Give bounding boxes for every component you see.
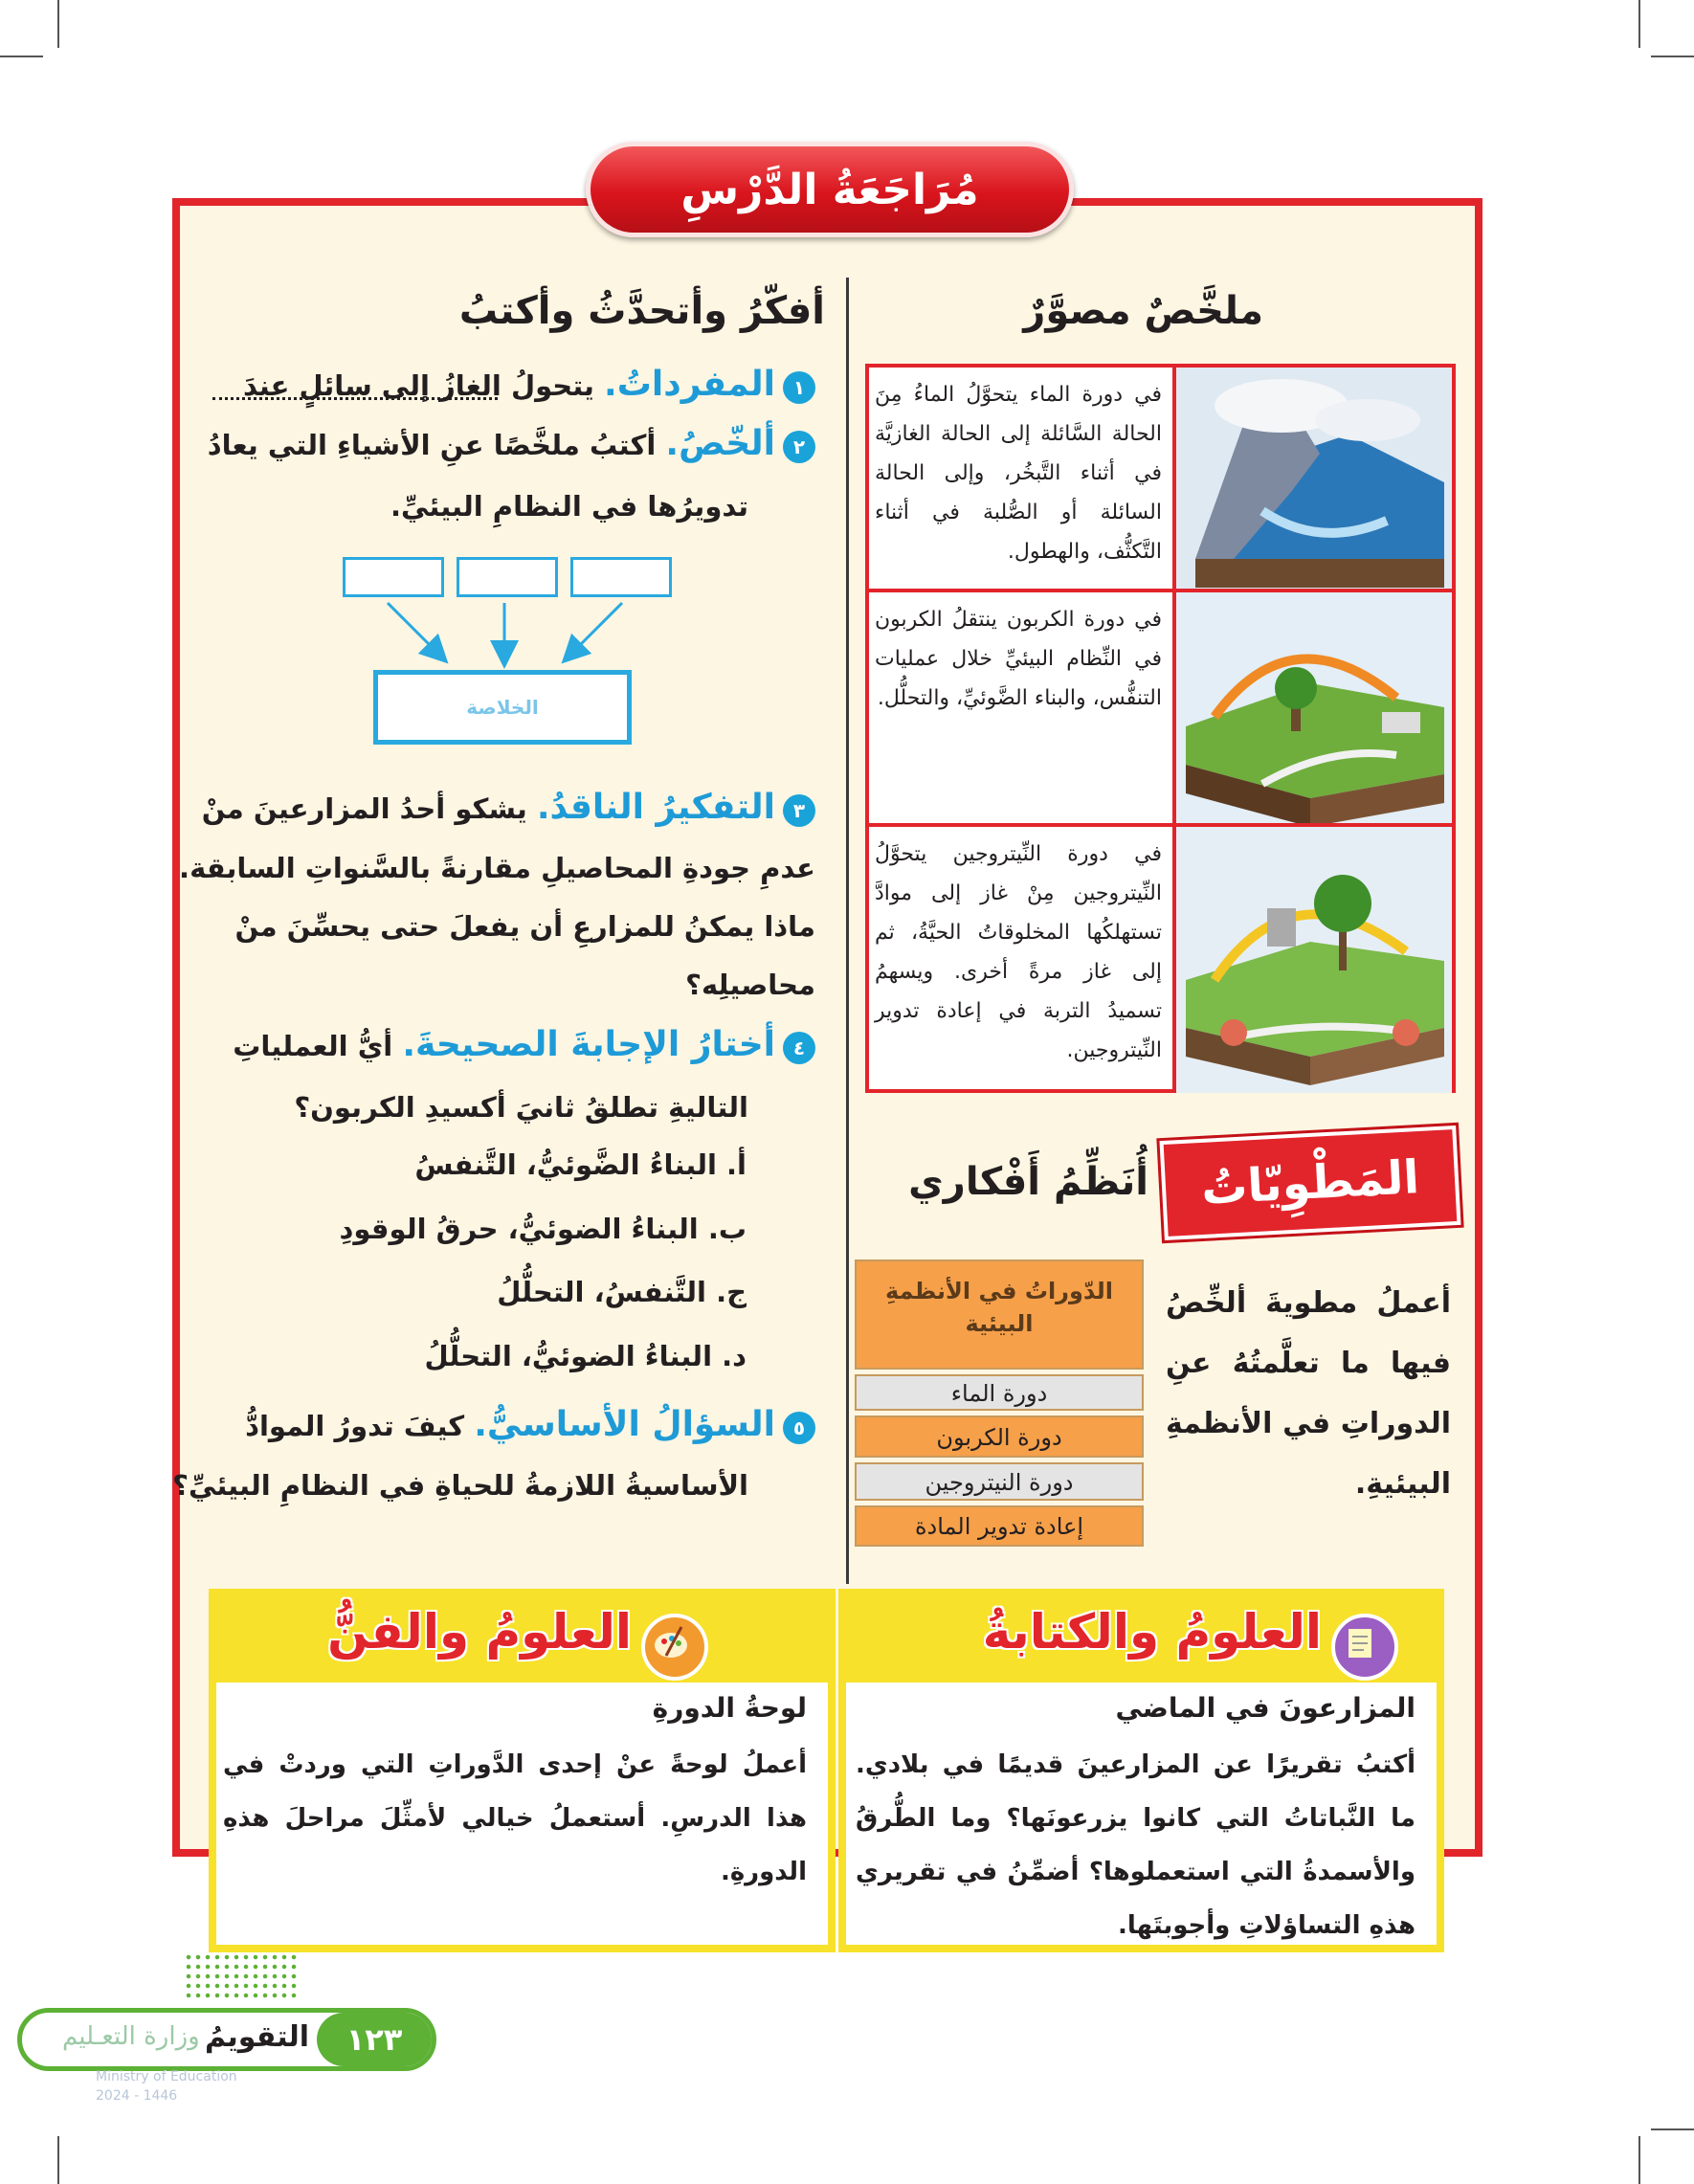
summary-text-water: في دورة الماء يتحوَّلُ الماءُ مِنَ الحالة السَّائلة إلى الحالة الغازيَّة في أثناء التَّبخُر، وإلى الحالة السائلة أو الصُّلبة في أثناء التَّكثُّف، والهطول. bbox=[875, 383, 1162, 564]
diagram-input-box[interactable] bbox=[457, 557, 558, 597]
diagram-conclusion-label: الخلاصة bbox=[466, 696, 539, 719]
answer-option-a[interactable]: أ. البناءُ الضَّوئيُّ، التَّنفسُ bbox=[414, 1148, 747, 1181]
answer-blank-line[interactable] bbox=[212, 397, 498, 400]
science-art-body: أعملُ لوحةً عنْ إحدى الدَّوراتِ التي وردتْ في هذا الدرسِ. أستعملُ خيالي لأمثِّلَ مراحلَ هذهِ الدورةِ. bbox=[223, 1750, 807, 1886]
column-divider bbox=[846, 278, 849, 1584]
crop-mark bbox=[57, 2136, 59, 2184]
summary-heading: ملخَّصٌ مصوَّرٌ bbox=[1023, 289, 1263, 333]
question-3 bbox=[202, 785, 815, 832]
science-writing-body: أكتبُ تقريرًا عن المزارعينَ قديمًا في بلادي. ما النَّباتاتُ التي كانوا يزرعونَها؟ وما الطُّرقُ والأسمدةُ التي استعملوها؟ أضمِّنُ في تقريري هذهِ التساؤلاتِ وأجوبتَها. bbox=[856, 1750, 1415, 1940]
foldable-title: الدّوراتُ في الأنظمةِ البيئية bbox=[855, 1259, 1144, 1370]
crop-mark bbox=[1638, 0, 1640, 48]
ministry-logo-dots bbox=[184, 1952, 299, 2000]
foldables-subtitle: أُنَظِّمُ أَفْكاري bbox=[908, 1160, 1148, 1204]
science-art-title: العلومُ والفنُّ bbox=[327, 1604, 632, 1660]
visual-summary-table bbox=[865, 364, 1456, 1093]
question-5 bbox=[245, 1402, 815, 1449]
foldables-banner: المَطْوِيّاتُ bbox=[1159, 1125, 1460, 1240]
science-writing-header bbox=[846, 1596, 1437, 1683]
answer-option-d[interactable]: د. البناءُ الضوئيُّ، التحلُّلُ bbox=[424, 1340, 747, 1372]
crop-mark bbox=[1651, 2128, 1694, 2130]
question-number: ١ bbox=[783, 371, 815, 404]
diagram-input-box[interactable] bbox=[343, 557, 444, 597]
ministry-name-en: Ministry of Education bbox=[96, 2069, 237, 2084]
question-1 bbox=[243, 362, 815, 409]
paint-palette-icon bbox=[641, 1614, 708, 1681]
page-number: ١٢٣ bbox=[317, 2013, 432, 2066]
summary-row-nitrogen bbox=[869, 827, 1452, 1093]
science-writing-box bbox=[838, 1589, 1444, 1952]
foldable-tab-water: دورة الماء bbox=[855, 1374, 1144, 1411]
crop-mark bbox=[1651, 56, 1694, 57]
foldables-instruction: أعملُ مطويةَ ألخِّصُ فيها ما تعلَّمتُهُ عنِ الدوراتِ في الأنظمةِ البيئيةِ. bbox=[1166, 1286, 1451, 1501]
crop-mark bbox=[0, 56, 43, 57]
science-writing-subtitle: المزارعونَ في الماضي bbox=[1115, 1692, 1415, 1724]
question-4 bbox=[233, 1022, 815, 1069]
question-3-line-2: عدمِ جودةِ المحاصيلِ مقارنةً بالسَّنواتِ السابقة. bbox=[179, 852, 815, 884]
question-number: ٥ bbox=[783, 1412, 815, 1444]
lesson-review-title bbox=[586, 142, 1074, 237]
edition-year: 2024 - 1446 bbox=[96, 2088, 178, 2104]
foldable-graphic bbox=[855, 1259, 1144, 1547]
question-text: أكتبُ ملخَّصًا عنِ الأشياءِ التي يعادُ bbox=[207, 429, 666, 461]
question-number: ٢ bbox=[783, 431, 815, 463]
water-cycle-image bbox=[1172, 368, 1452, 589]
question-3-line-4: محاصيلِه؟ bbox=[685, 969, 815, 1001]
question-text: أيُّ العملياتِ bbox=[233, 1030, 403, 1062]
summary-text-carbon: في دورة الكربون ينتقلُ الكربون في النِّظام البيئيِّ خلال عمليات التنفُّس، والبناء الضَّوئيِّ، والتحلُّل. bbox=[875, 608, 1162, 710]
question-4-line-2: التاليةِ تطلقُ ثانيَ أكسيدِ الكربون؟ bbox=[294, 1091, 748, 1124]
foldable-tab-nitrogen: دورة النيتروجين bbox=[855, 1462, 1144, 1501]
nitrogen-cycle-image bbox=[1172, 827, 1452, 1093]
footer-label: التقويمُ bbox=[205, 2020, 309, 2054]
summary-row-carbon bbox=[869, 592, 1452, 827]
question-2-line-2: تدويرُها في النظامِ البيئيِّ. bbox=[390, 490, 748, 523]
diagram-input-box[interactable] bbox=[570, 557, 672, 597]
science-writing-title: العلومُ والكتابةُ bbox=[982, 1604, 1322, 1660]
question-text: يتحولُ الغازُ إلى سائلٍ عندَ bbox=[243, 369, 605, 402]
writing-icon bbox=[1331, 1614, 1398, 1681]
question-2 bbox=[208, 421, 815, 468]
page-footer-bar bbox=[17, 2008, 436, 2071]
foldable-tab-matter: إعادة تدوير المادة bbox=[855, 1505, 1144, 1547]
page-title: مُرَاجَعَةُ الدَّرْسِ bbox=[680, 165, 979, 214]
crop-mark bbox=[57, 0, 59, 48]
question-keyword: ألخّصُ. bbox=[665, 424, 775, 463]
question-text: يشكو أحدُ المزارعينَ منْ bbox=[201, 792, 537, 825]
answer-option-b[interactable]: ب. البناءُ الضوئيُّ، حرقُ الوقودِ bbox=[339, 1213, 747, 1245]
ministry-name: وزارة التعـليم bbox=[62, 2022, 200, 2051]
question-keyword: السؤالُ الأساسيُّ. bbox=[474, 1405, 775, 1444]
answer-option-c[interactable]: ج. التَّنفسُ، التحلُّلُ bbox=[497, 1276, 747, 1308]
diagram-arrows bbox=[364, 598, 651, 675]
question-3-line-3: ماذا يمكنُ للمزارعِ أن يفعلَ حتى يحسِّنَ منْ bbox=[234, 910, 815, 943]
foldable-tab-carbon: دورة الكربون bbox=[855, 1415, 1144, 1458]
crop-mark bbox=[1638, 2136, 1640, 2184]
summary-row-water bbox=[869, 368, 1452, 592]
diagram-conclusion-box[interactable] bbox=[373, 670, 632, 745]
science-art-subtitle: لوحةُ الدورةِ bbox=[652, 1692, 807, 1724]
think-heading: أفكّرُ وأتحدَّثُ وأكتبُ bbox=[458, 289, 825, 333]
carbon-cycle-image bbox=[1172, 592, 1452, 823]
summary-text-nitrogen: في دورة النِّيتروجين يتحوَّلُ النِّيتروجين مِنْ غاز إلى موادَّ تستهلكُها المخلوقاتُ الحيَّةُ، ثم إلى غاز مرةً أخرى. ويسهمُ تسميدُ التربة في إعادة تدوير النِّيتروجين. bbox=[875, 842, 1162, 1062]
question-number: ٤ bbox=[783, 1032, 815, 1064]
question-keyword: التفكيرُ الناقدُ. bbox=[536, 788, 775, 827]
question-text: كيفَ تدورُ الموادُّ bbox=[245, 1410, 475, 1442]
science-art-header bbox=[216, 1596, 828, 1683]
question-keyword: المفرداتُ. bbox=[604, 365, 775, 404]
science-art-box bbox=[209, 1589, 836, 1952]
question-5-line-2: الأساسيةُ اللازمةُ للحياةِ في النظامِ البيئيِّ؟ bbox=[172, 1469, 748, 1502]
question-keyword: أختارُ الإجابةَ الصحيحةَ. bbox=[402, 1025, 775, 1064]
question-number: ٣ bbox=[783, 794, 815, 827]
